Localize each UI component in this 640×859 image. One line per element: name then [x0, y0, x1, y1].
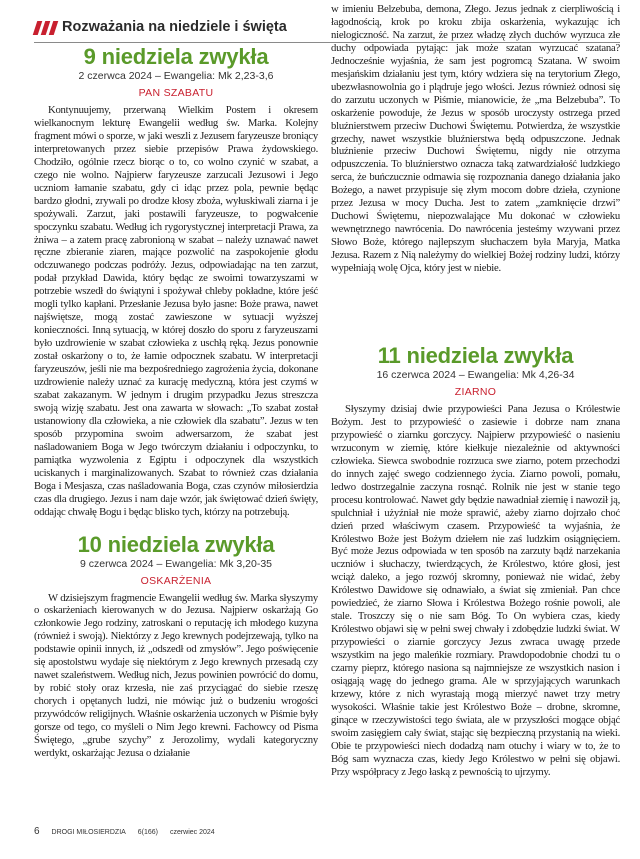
article-title: 9 niedziela zwykła	[83, 44, 269, 69]
left-column	[34, 44, 318, 782]
article-text: Słyszymy dzisiaj dwie przypowieści Pana Jezusa o Królestwie Bożym. Jest to przypowieść o zasiewie i dobrze nam znana przypowieść o ziarnku gorczycy. Najpierw przypowieść o nasieniu wrzuconym w ziemię, które kiełkuje niezależnie od aktywności człowieka. Siewca swobodnie rozrzuca swe ziarno, potem przechodzi do innych zajęć swego codziennego życia. Ziarno powoli, pomału, ledwo dostrzegalnie zaczyna rosnąć. Rolnik nie jest w stanie tego procesu kontrolować. Nawet gdy będzie nawadniał ziemię i nawoził ją, spulchniał i użyźniał nie może sprawić, ażeby ziarno dojrzało choć dzień przed właściwym czasem. Przypowieść ta wyjaśnia, że Królestwo Boże jest Bożym dziełem nie zaś ludzkim osiągnięciem. Być może Jezus odpowiada w ten sposób na zarzuty bądź narzekania uczniów i słuchaczy, twierdzących, że Królestwo, które głosi, jest wciąż daleko, a jego rozwój skromny, ponieważ nie widać, żeby Królestwo Dawidowe się odnawiało, a świat się zmieniał. Pan chce powiedzieć, że ziarno Słowa i Królestwa Bożego rośnie powoli, ale stale. Troszczy się o nie sam Bóg. To On wybiera czas, kiedy Królestwo objawi się w pełni swej chwały i zdobędzie ludzki świat. W przypowieści o ziarnie gorczycy Jezus zwraca uwagę przede wszystkim na jego maleńkie rozmiary. Prawdopodobnie chodzi tu o czarny pieprz, którego nasiona są najmniejsze ze wszystkich nasion i osiągają wagę do jednego grama. Ale w sprzyjających warunkach krzewy, które z nich wyrastają mogą mierzyć nawet trzy metry wysokości. Właśnie takie jest Królestwo Boże – drobne, skromne, ginące w rzeczywistości tego świata, ale w przyszłości mogące objąć swoim zasięgiem cały świat, stając się bezpieczną przystanią na wieki. Obie te przypowieści niech dodadzą nam otuchy i wiary w to, że to Bóg sam wyznacza czas, kiedy Jego Królestwo w pełni się objawi. Przy współpracy z Jego łaską z pewnością to ujrzymy.	[331, 403, 620, 778]
section-title: Rozważania na niedziele i święta	[62, 19, 287, 35]
issue-number: 6(166)	[137, 829, 158, 836]
article-subtitle: 16 czerwca 2024 – Ewangelia: Mk 4,26-34	[376, 369, 575, 381]
article-caption: OSKARŻENIA	[140, 574, 212, 587]
article-text-continued	[331, 3, 620, 323]
article-text: Kontynuujemy, przerwaną Wielkim Postem i okresem wielkanocnym lekturę Ewangelii według św. Marka. Kolejny fragment mówi o sporze, w jaki weszli z Jezusem faryzeusze broniący interpretowanych przez siebie przepisów Prawa żydowskiego. Chodziło, ogólnie rzecz biorąc o to, co wolno czynić w szabat, a czego nie wolno. Najpierw faryzeusze zarzucali Jezusowi i Jego uczniom łamanie szabatu, gdy ci idąc przez pola, pewnie będąc bardzo głodni, zrywali po drodze kłosy zboża, wyłuskiwali ziarna i je spożywali. Zarzut, jaki postawili faryzeusze, to pogwałcenie spoczynku szabatu. Według ich rygorystycznej interpretacji Prawa, za żniwa – a zatem pracę zabronioną w szabat – należy uznawać nawet ręczne zbieranie ziaren, mające pozwolić na zaspokojenie głodu odczuwanego podczas podróży. Jezus, odpowiadając na ten zarzut, podał przykład Dawida, który będąc ze swoimi towarzyszami w potrzebie wszedł do świątyni i spożywał chleby pokładne, które jeść mogli tylko kapłani. Przesłanie Jezusa było jasne: Boże prawa, nawet najświętsze, mogą zostać zawieszone w sytuacji wyższej konieczności. Inną sytuacją, w której doszło do sporu z faryzeuszami było uzdrowienie w szabat człowieka z uschłą ręką. Jezus ponownie został oskarżony o to, że łamie odpocznek szabatu. W interpretacji faryzeuszów, jeśli nie ma bezpośredniego zagrożenia życia, dokonane uzdrowienie należy uznać za kurację medyczną, która jest czymś w szabat zakazanym. W jednym i drugim przypadku Jezus streszcza swoją wizję szabatu. Jest ona zawarta w słowach: „To szabat został ustanowiony dla człowieka, a nie człowiek dla szabatu”. Jezus w ten sposób przypomina swoim adwersarzom, że szabat jest naśladowaniem Boga w Jego twórczym działaniu i odpoczynku, to pamiątka wyzwolenia z Egiptu i odpoczynek dla wszystkich uciskanych i marginalizowanych. Szabat to również czas działania Boga i Mesjasza, czas naśladowania Boga, czas czynów miłosierdzia czas dla drugiego. Jezus i nam daje wzór, jak świętować dzień święty, oddając chwałę Bogu i będąc blisko tych, którzy na potrzebują.	[34, 104, 318, 518]
article-10	[34, 532, 318, 782]
article-subtitle: 2 czerwca 2024 – Ewangelia: Mk 2,23-3,6	[78, 70, 274, 82]
article-9	[34, 44, 318, 519]
article-subtitle: 9 czerwca 2024 – Ewangelia: Mk 3,20-35	[79, 557, 273, 570]
article-text: W dzisiejszym fragmencie Ewangelii według św. Marka słyszymy o oskarżeniach kierowanych w do Jezusa. Najpierw oskarżają Go członkowie Jego rodziny, zatroskani o reputację ich młodego kuzyna (również i swoją). Niektórzy z Jego krewnych podejrzewają, tylko na podstawie opinii innych, iż „odszedł od zmysłów”. Jego poświęcenie się apostolstwu wydaje się niektórym z Jego krewnych przesadą czy nawet szaleństwem. Według nich, Jezus powinien powrócić do domu, by robić stoły oraz krzesła, nie zaś przyciągać do siebie rzeszę chorych i opętanych ludzi, nie mówiąc już o budzeniu wrogości przywódców religijnych. Właśnie oskarżenia uczonych w Piśmie były gorsze od tego, co myśleli o Nim Jego krewni. Fachowcy od Pisma Świętego, „grube szychy” z Jerozolimy, wydali kategoryczny werdykt, oskarżając Jezusa o działanie	[34, 591, 318, 759]
page-number: 6	[34, 826, 40, 837]
continuation-text: w imieniu Belzebuba, demona, Złego. Jezus jednak z cierpliwością i łagodnością, krok po kroku zbija oskarżenia, wykazując ich nielogiczność. Na zarzut, że przez władzę złych duchów wyrzuca złe duchy odpowiada pytając: jak może szatan wyrzucać szatana? Jednocześnie wyjaśnia, że sam jest pogromcą Szatana. W swoim mesjańskim działaniu jest tym, który wdziera się na terytorium Złego, ubezwłasnowolnia go i plądruje jego włości. Jezus również odnosi się do zarzutu uczonych w Piśmie, mianowicie, że „ma Belzebuba”. To oskarżenie powoduje, że Jezus w sposób uroczysty ostrzega przed bluźnierstwem przeciw Duchowi Świętemu. Potwierdza, że wszystkie grzechy, nawet wszystkie bluźnierstwa będą odpuszczone. Jednak bluźnienie przeciw Duchowi Świętemu, nigdy nie otrzyma odpuszczenia. To bluźnierstwo oznacza taką zatwardziałość ludzkiego serca, że buńczucznie odmawia się rozpoznania danego działania jako Bożego, a nawet przypisuje się złym mocom dobre dzieła, czynione przez Jezusa w mocy Ducha. Jest to zatem „zamknięcie drzwi” Duchowi Świętemu, niepozwalające Mu dokonać w człowieku wewnętrznego nawrócenia. Do nawrócenia jesteśmy wzywani przez Słowo Boże, którego najlepszym słuchaczem była Maryja, Matka Jezusa. Razem z Nią należymy do wielkiej Bożej rodziny ludzi, którzy wypełniają wolę Ojca, który jest w niebie.	[331, 3, 620, 275]
article-caption: PAN SZABATU	[138, 87, 214, 99]
magazine-name: DROGI MIŁOSIERDZIA	[51, 829, 126, 836]
article-caption: ZIARNO	[454, 386, 497, 398]
article-title: 10 niedziela zwykła	[77, 531, 275, 557]
header-bars-icon	[34, 21, 58, 35]
issue-date: czerwiec 2024	[169, 829, 215, 836]
page-footer	[34, 826, 225, 837]
right-column	[331, 0, 620, 841]
article-title: 11 niedziela zwykła	[377, 343, 574, 368]
article-11	[331, 343, 620, 841]
